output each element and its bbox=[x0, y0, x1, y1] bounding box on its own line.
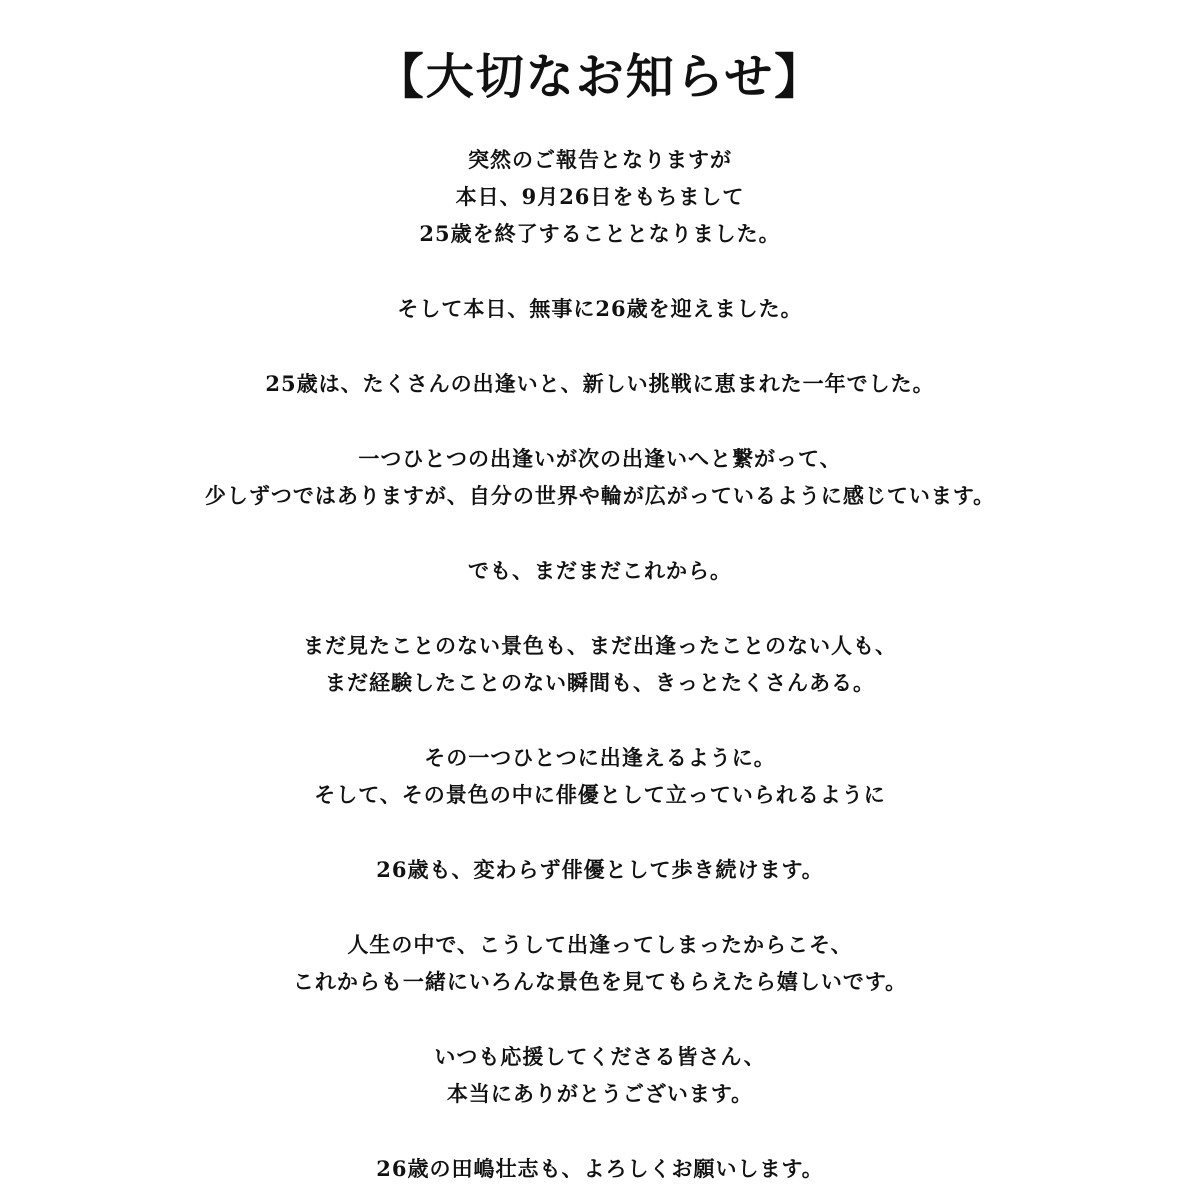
text-line: いつも応援してくださる皆さん、 bbox=[434, 1044, 766, 1069]
text-line: 25歳は、たくさんの出逢いと、新しい挑戦に恵まれた一年でした。 bbox=[265, 371, 935, 396]
text-line: 一つひとつの出逢いが次の出逢いへと繋がって、 bbox=[358, 446, 842, 471]
paragraph-encounters bbox=[0, 440, 1200, 514]
text-line: 26歳も、変わらず俳優として歩き続けます。 bbox=[376, 857, 824, 882]
text-line: 26歳の田嶋壮志も、よろしくお願いします。 bbox=[376, 1156, 824, 1181]
text-line: 少しずつではありますが、自分の世界や輪が広がっているように感じています。 bbox=[204, 483, 996, 508]
paragraph-continue-acting bbox=[0, 851, 1200, 888]
paragraph-new-age bbox=[0, 290, 1200, 327]
text-line: そして、その景色の中に俳優として立っていられるように bbox=[314, 782, 886, 807]
paragraph-thanks bbox=[0, 1038, 1200, 1112]
text-line: 25歳を終了することとなりました。 bbox=[419, 221, 781, 246]
announcement-body bbox=[0, 141, 1200, 1187]
text-line: 突然のご報告となりますが bbox=[468, 147, 732, 172]
paragraph-actor-goal bbox=[0, 739, 1200, 813]
text-line: まだ経験したことのない瞬間も、きっとたくさんある。 bbox=[325, 670, 875, 695]
paragraph-closing bbox=[0, 1150, 1200, 1187]
text-line: まだ見たことのない景色も、まだ出逢ったことのない人も、 bbox=[303, 633, 897, 658]
text-line: 人生の中で、こうして出逢ってしまったからこそ、 bbox=[347, 932, 853, 957]
text-line: これからも一緒にいろんな景色を見てもらえたら嬉しいです。 bbox=[292, 969, 908, 994]
text-line: 本当にありがとうございます。 bbox=[446, 1081, 754, 1106]
paragraph-unseen-moments bbox=[0, 627, 1200, 701]
paragraph-shared-scenery bbox=[0, 926, 1200, 1000]
announcement-title: 【大切なお知らせ】 bbox=[375, 49, 825, 105]
paragraph-future bbox=[0, 552, 1200, 589]
text-line: でも、まだまだこれから。 bbox=[468, 558, 732, 583]
text-line: 本日、9月26日をもちまして bbox=[455, 184, 745, 209]
paragraph-past-year bbox=[0, 365, 1200, 402]
paragraph-birthday-announcement bbox=[0, 141, 1200, 252]
text-line: その一つひとつに出逢えるように。 bbox=[424, 745, 776, 770]
text-line: そして本日、無事に26歳を迎えました。 bbox=[397, 296, 803, 321]
